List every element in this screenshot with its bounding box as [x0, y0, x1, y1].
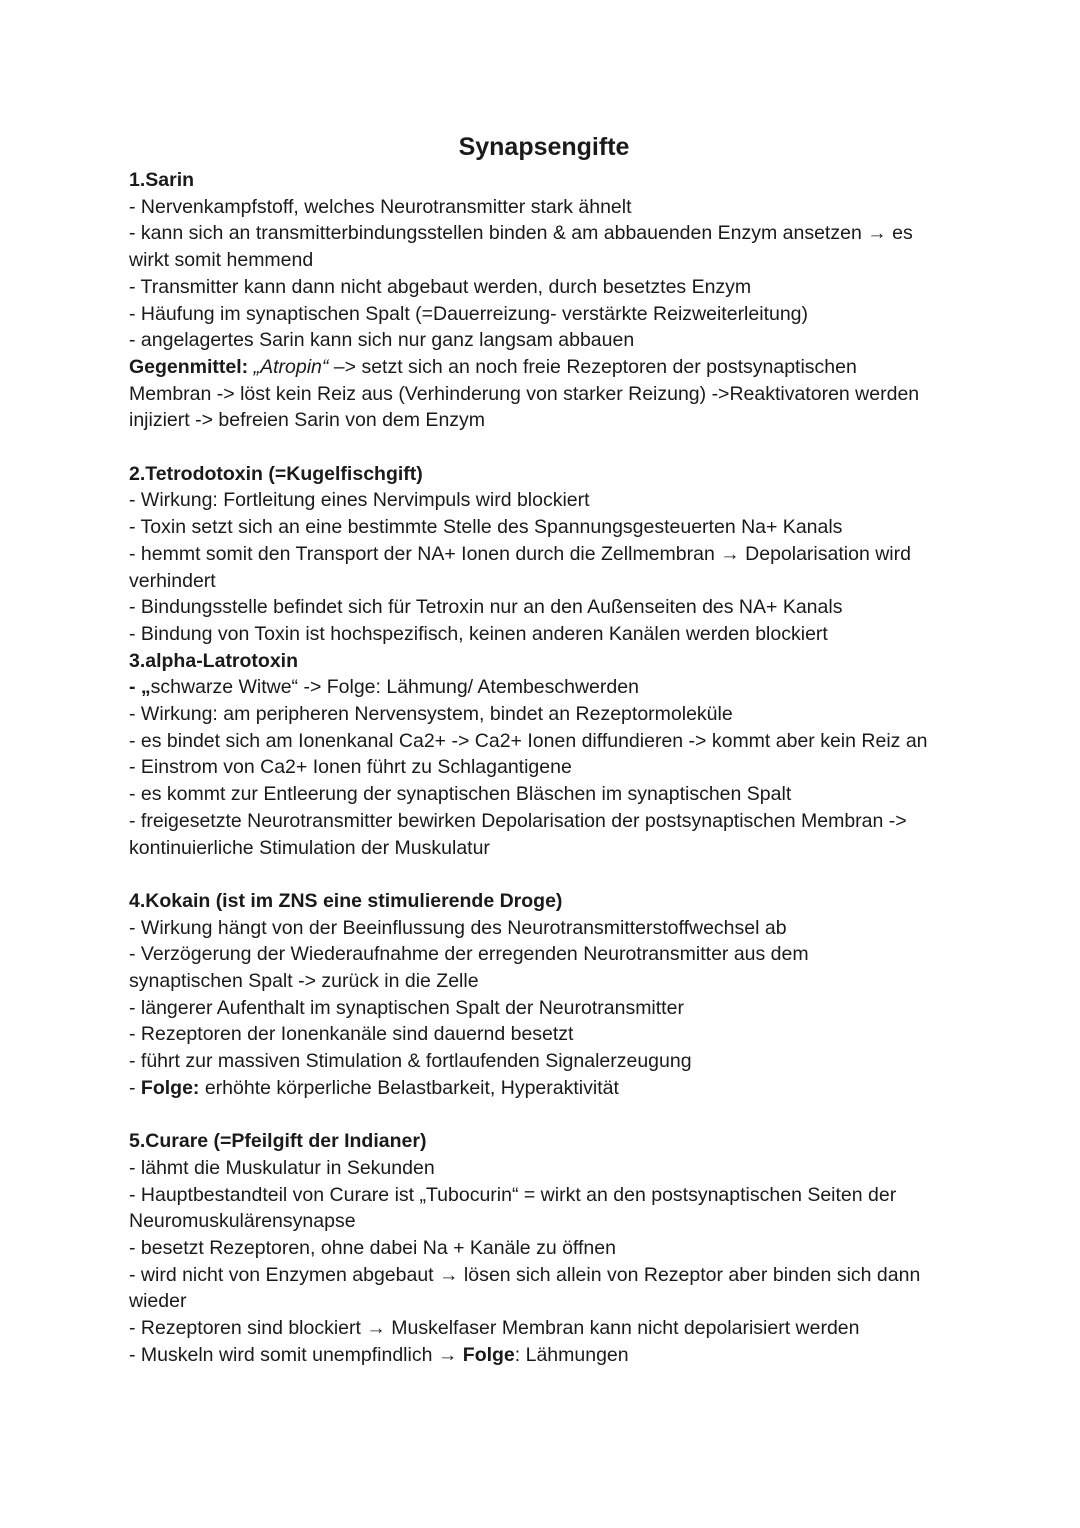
consequence-line: [129, 1075, 959, 1102]
antidote-text: –> setzt sich an noch freie Rezeptoren der postsynaptischen: [328, 355, 857, 378]
text-line: Membran -> löst kein Reiz aus (Verhinderung von starker Reizung) ->Reaktivatoren werden: [129, 382, 920, 405]
text-line: - besetzt Rezeptoren, ohne dabei Na + Kanäle zu öffnen: [129, 1237, 616, 1260]
text-line: - Toxin setzt sich an eine bestimmte Stelle des Spannungsgesteuerten Na+ Kanals: [129, 516, 843, 539]
text-line: - Hauptbestandteil von Curare ist „Tubocurin“ = wirkt an den postsynaptischen Seiten der: [129, 1183, 897, 1206]
section-heading: 4.Kokain (ist im ZNS eine stimulierende Droge): [129, 889, 563, 912]
text-line: - Bindungsstelle befindet sich für Tetroxin nur an den Außenseiten des NA+ Kanals: [129, 596, 843, 619]
text-line: - kann sich an transmitterbindungsstellen binden & am abbauenden Enzym ansetzen → es: [129, 222, 913, 245]
text-span: - Muskeln wird somit unempfindlich →: [129, 1343, 463, 1366]
text-line: - Transmitter kann dann nicht abgebaut werden, durch besetztes Enzym: [129, 275, 752, 298]
text-line: - Verzögerung der Wiederaufnahme der erregenden Neurotransmitter aus dem: [129, 943, 809, 966]
text-line: - Wirkung: Fortleitung eines Nervimpuls wird blockiert: [129, 489, 590, 512]
text-line: - führt zur massiven Stimulation & fortlaufenden Signalerzeugung: [129, 1050, 692, 1073]
text-line: injiziert -> befreien Sarin von dem Enzym: [129, 409, 486, 432]
text-line: - Rezeptoren sind blockiert → Muskelfaser Membran kann nicht depolarisiert werden: [129, 1317, 860, 1340]
dash-quote: - „: [129, 676, 151, 699]
consequence-line: [129, 1342, 959, 1369]
text-line: verhindert: [129, 569, 216, 592]
section-tetrodotoxin: [129, 461, 959, 648]
spacer: [129, 861, 959, 888]
text-line: - wird nicht von Enzymen abgebaut → lösen sich allein von Rezeptor aber binden sich dann: [129, 1263, 921, 1286]
consequence-label: Folge: [462, 1343, 515, 1366]
page-title: Synapsengifte: [458, 133, 630, 161]
consequence-text: : Lähmungen: [514, 1343, 629, 1366]
text-span: schwarze Witwe“ -> Folge: Lähmung/ Atembeschwerden: [150, 676, 639, 699]
antidote-name: „Atropin“: [248, 355, 329, 378]
text-line: wirkt somit hemmend: [129, 249, 314, 272]
text-line: - Wirkung hängt von der Beeinflussung des Neurotransmitterstoffwechsel ab: [129, 916, 787, 939]
spacer: [129, 434, 959, 461]
text-line: [129, 674, 959, 701]
section-heading: 2.Tetrodotoxin (=Kugelfischgift): [129, 462, 423, 485]
text-line: - Wirkung: am peripheren Nervensystem, bindet an Rezeptormoleküle: [129, 703, 733, 726]
dash: -: [129, 1076, 141, 1099]
text-line: - längerer Aufenthalt im synaptischen Spalt der Neurotransmitter: [129, 996, 684, 1019]
consequence-text: erhöhte körperliche Belastbarkeit, Hyperaktivität: [199, 1076, 619, 1099]
section-sarin: [129, 167, 959, 434]
text-line: kontinuierliche Stimulation der Muskulatur: [129, 836, 490, 859]
section-heading: 5.Curare (=Pfeilgift der Indianer): [129, 1130, 427, 1153]
text-line: - es kommt zur Entleerung der synaptischen Bläschen im synaptischen Spalt: [129, 783, 792, 806]
text-line: - hemmt somit den Transport der NA+ Ionen durch die Zellmembran → Depolarisation wird: [129, 542, 911, 565]
text-line: synaptischen Spalt -> zurück in die Zelle: [129, 970, 479, 993]
section-heading: 1.Sarin: [129, 169, 195, 191]
text-line: - Rezeptoren der Ionenkanäle sind dauernd besetzt: [129, 1023, 574, 1046]
text-line: - lähmt die Muskulatur in Sekunden: [129, 1156, 435, 1179]
text-line: - Einstrom von Ca2+ Ionen führt zu Schlagantigene: [129, 756, 572, 779]
text-line: wieder: [129, 1290, 187, 1313]
antidote-line: [129, 354, 959, 381]
section-heading: 3.alpha-Latrotoxin: [129, 649, 299, 672]
spacer: [129, 1102, 959, 1129]
text-line: - freigesetzte Neurotransmitter bewirken Depolarisation der postsynaptischen Membran ->: [129, 809, 907, 832]
text-line: Neuromuskulärensynapse: [129, 1210, 356, 1233]
section-kokain: [129, 888, 959, 1102]
section-latrotoxin: [129, 648, 959, 862]
section-curare: [129, 1128, 959, 1368]
document-content: [129, 130, 959, 1369]
text-line: - Nervenkampfstoff, welches Neurotransmitter stark ähnelt: [129, 195, 632, 218]
text-line: - Häufung im synaptischen Spalt (=Dauerreizung- verstärkte Reizweiterleitung): [129, 302, 809, 325]
text-line: - Bindung von Toxin ist hochspezifisch, keinen anderen Kanälen werden blockiert: [129, 622, 828, 645]
consequence-label: Folge:: [140, 1076, 200, 1099]
text-line: - es bindet sich am Ionenkanal Ca2+ -> Ca2+ Ionen diffundieren -> kommt aber kein Reiz an: [129, 729, 928, 752]
antidote-label: Gegenmittel:: [129, 355, 249, 378]
text-line: - angelagertes Sarin kann sich nur ganz langsam abbauen: [129, 329, 635, 352]
